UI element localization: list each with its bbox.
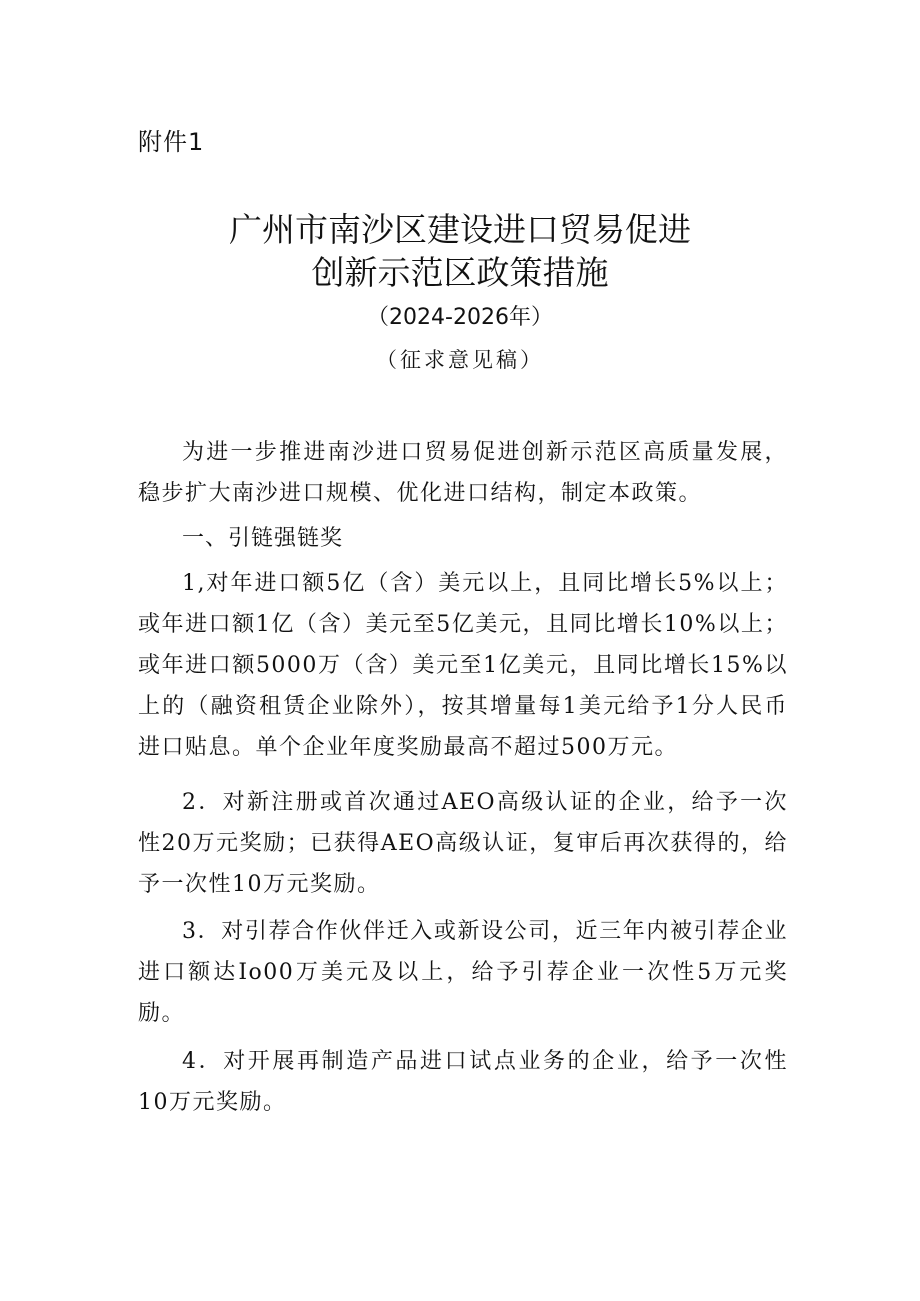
draft-label: （征求意见稿） <box>376 348 544 372</box>
policy-item-3: 3．对引荐合作伙伴迁入或新设公司，近三年内被引荐企业进口额达Io00万美元及以上，给予引荐企业一次性5万元奖励。 <box>138 919 788 1026</box>
policy-item-1: 1,对年进口额5亿（含）美元以上，且同比增长5%以上；或年进口额1亿（含）美元至5亿美元，且同比增长10%以上；或年进口额5000万（含）美元至1亿美元，且同比增长15%以上的（融资租赁企业除外），按其增量每1美元给予1分人民币进口贴息。单个企业年度奖励最高不超过500万元。 <box>138 571 788 760</box>
attachment-label: 附件1 <box>138 128 205 156</box>
intro-paragraph: 为进一步推进南沙进口贸易促进创新示范区高质量发展，稳步扩大南沙进口规模、优化进口结构，制定本政策。 <box>138 440 788 506</box>
document-years: （2024-2026年） <box>367 305 553 330</box>
document-title-line-2: 创新示范区政策措施 <box>311 253 609 292</box>
policy-item-4: 4．对开展再制造产品进口试点业务的企业，给予一次性10万元奖励。 <box>138 1049 788 1115</box>
section-heading: 一、引链强链奖 <box>182 526 344 551</box>
policy-item-2: 2．对新注册或首次通过AEO高级认证的企业，给予一次性20万元奖励；已获得AEO高级认证，复审后再次获得的，给予一次性10万元奖励。 <box>138 790 788 897</box>
document-title-line-1: 广州市南沙区建设进口贸易促进 <box>229 210 691 249</box>
